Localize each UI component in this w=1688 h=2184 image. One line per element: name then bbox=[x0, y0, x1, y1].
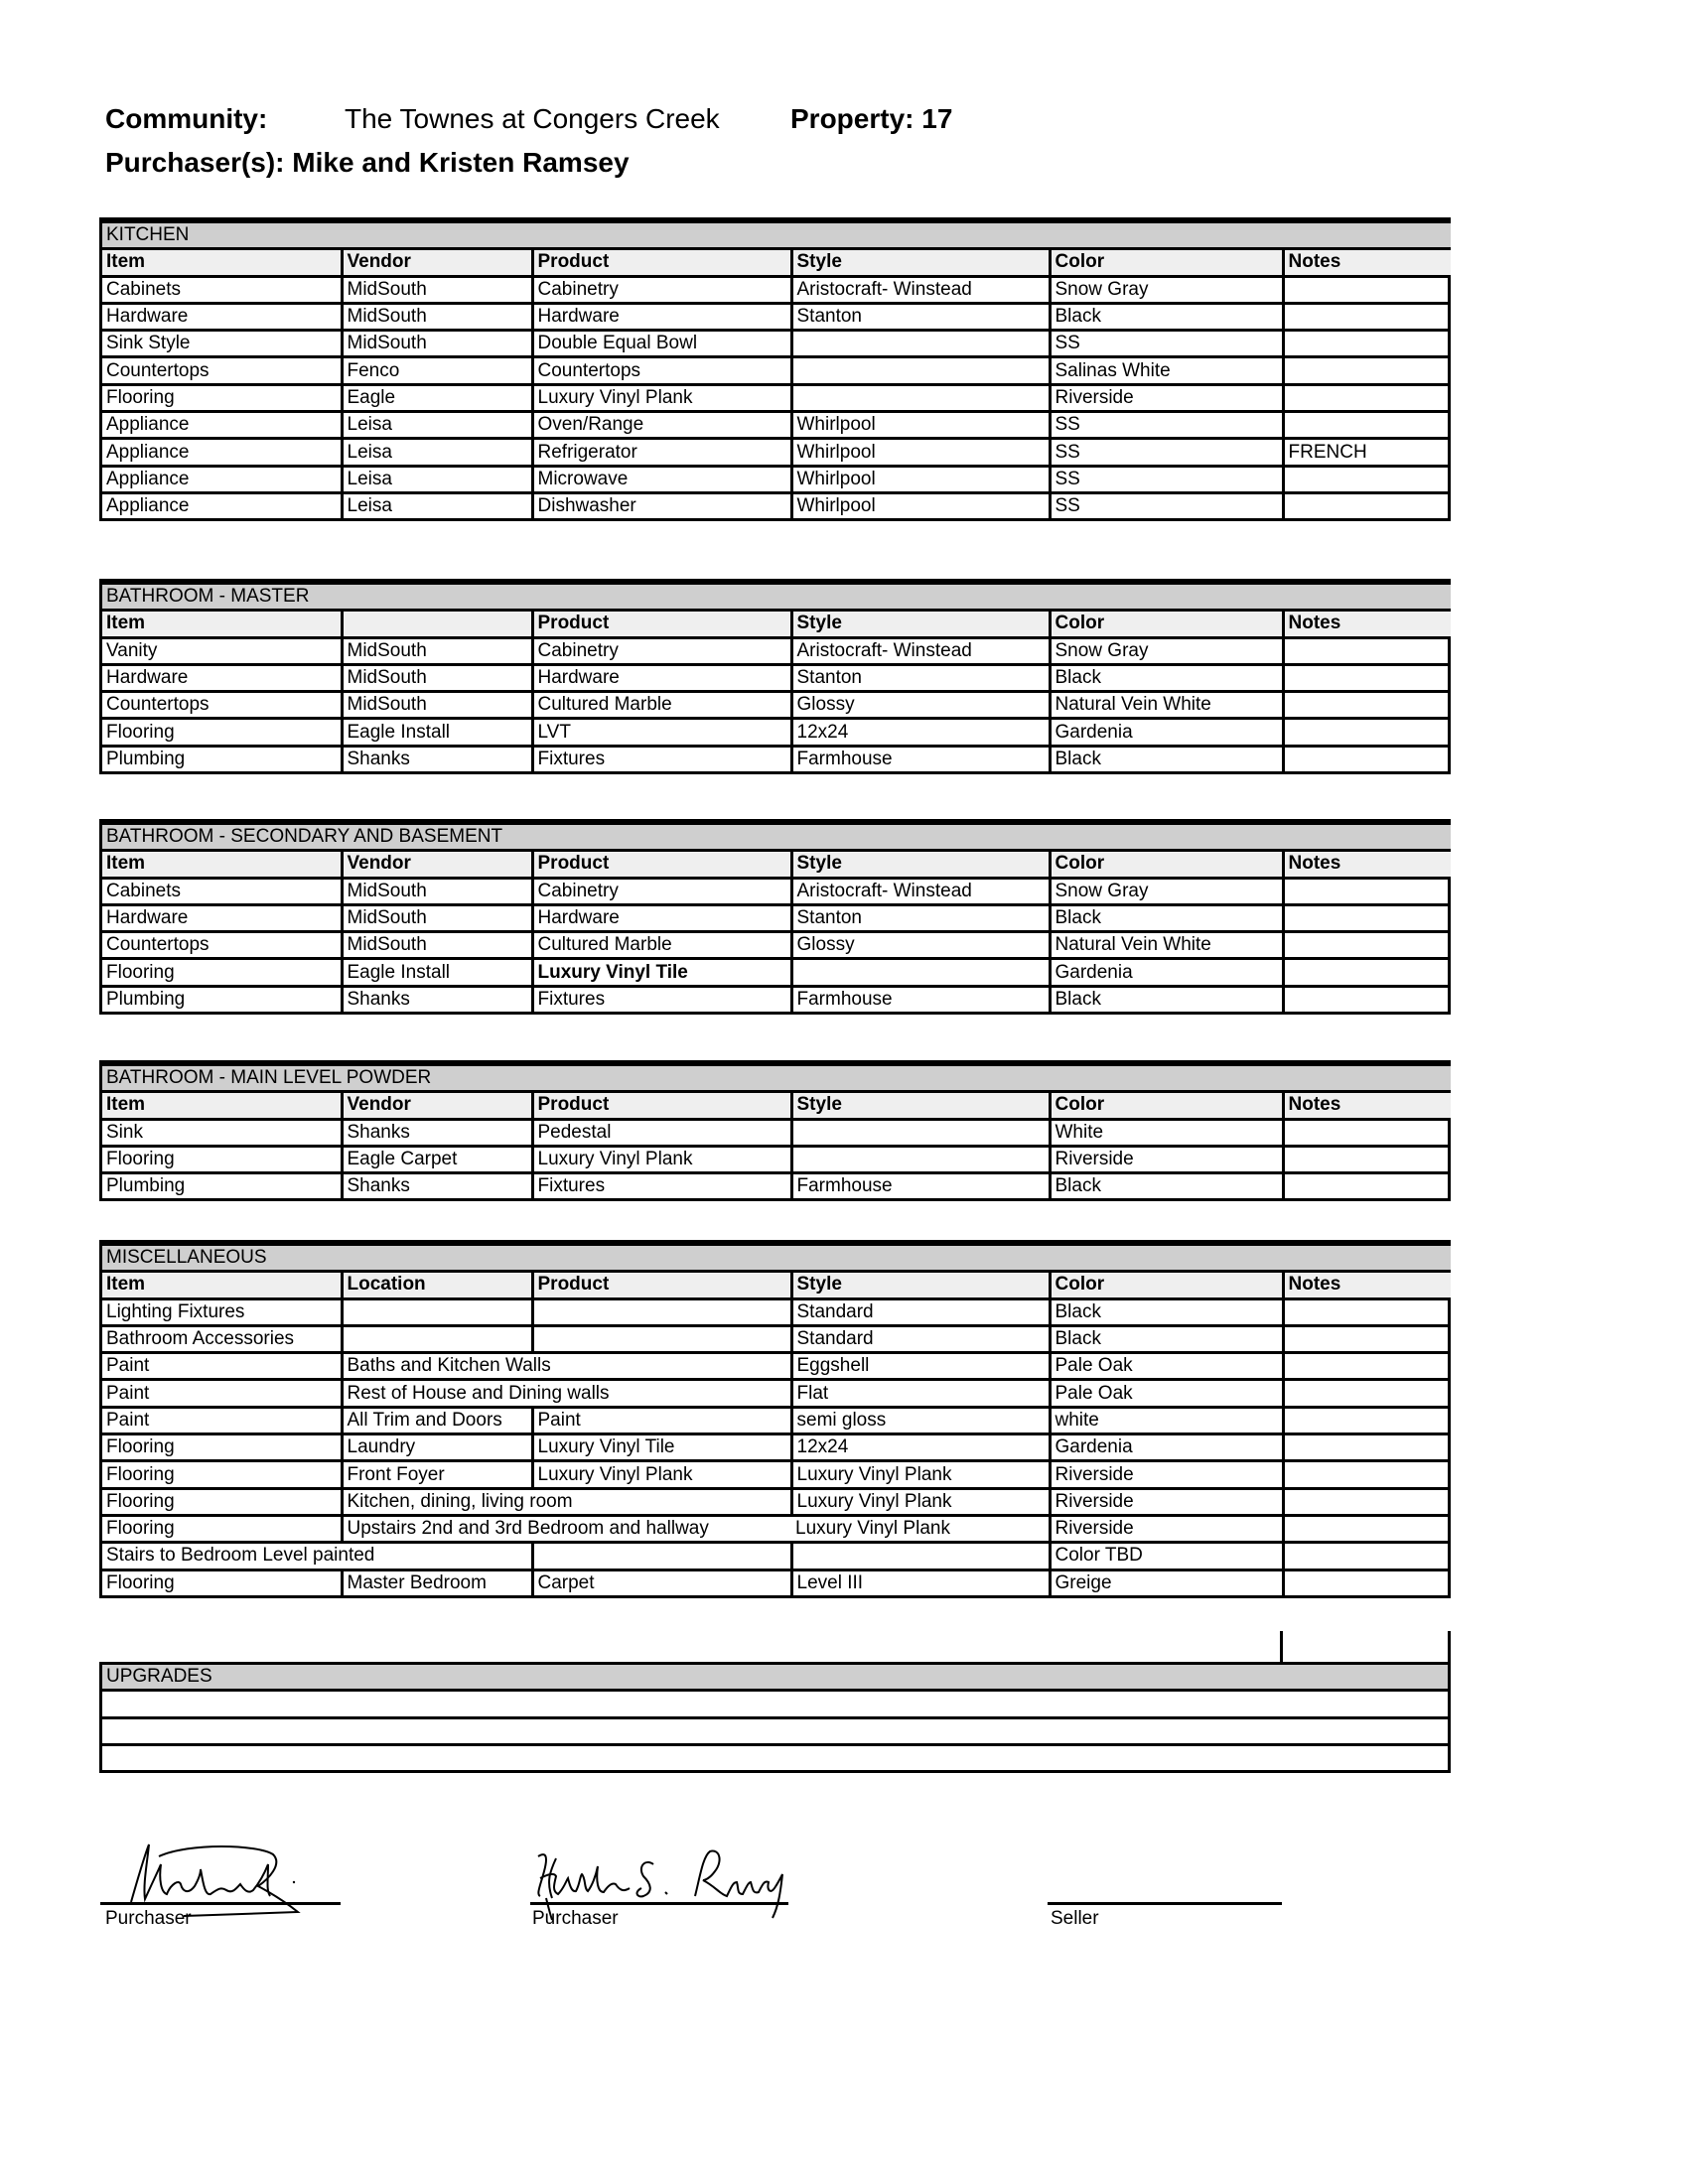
cell-color[interactable]: Snow Gray bbox=[1050, 276, 1283, 303]
cell-vendor[interactable]: Fenco bbox=[342, 357, 532, 384]
cell-style[interactable]: Stanton bbox=[791, 904, 1050, 931]
cell-style[interactable] bbox=[791, 384, 1050, 411]
cell-style[interactable]: Aristocraft- Winstead bbox=[791, 276, 1050, 303]
table-row bbox=[102, 466, 1451, 492]
seller-signature-line[interactable] bbox=[1048, 1902, 1282, 1905]
table-row bbox=[102, 1325, 1451, 1352]
upgrades-section bbox=[99, 1662, 1451, 1773]
section-title-row bbox=[102, 1665, 1448, 1691]
cell-vendor[interactable]: MidSouth bbox=[342, 664, 532, 691]
column-header-notes: Notes bbox=[1283, 611, 1451, 637]
section-title-row bbox=[102, 1065, 1451, 1092]
cell-vendor[interactable]: Baths and Kitchen Walls bbox=[342, 1353, 532, 1380]
cell-product[interactable]: Cabinetry bbox=[532, 637, 791, 664]
table-row bbox=[102, 1434, 1451, 1461]
column-header-notes: Notes bbox=[1283, 1272, 1451, 1298]
cell-item[interactable]: Appliance bbox=[102, 439, 342, 466]
cell-color[interactable]: Black bbox=[1050, 986, 1283, 1012]
cell-style[interactable]: Flat bbox=[791, 1380, 1050, 1407]
cell-product[interactable]: Luxury Vinyl Tile bbox=[532, 959, 791, 986]
column-header-vendor: Vendor bbox=[342, 1092, 532, 1119]
cell-style[interactable]: Whirlpool bbox=[791, 412, 1050, 439]
cell-color[interactable]: Gardenia bbox=[1050, 959, 1283, 986]
column-header-color: Color bbox=[1050, 1272, 1283, 1298]
cell-style[interactable]: Aristocraft- Winstead bbox=[791, 637, 1050, 664]
cell-product[interactable]: Hardware bbox=[532, 664, 791, 691]
column-header-item: Item bbox=[102, 851, 342, 878]
cell-color[interactable]: white bbox=[1050, 1407, 1283, 1433]
upgrade-cell[interactable] bbox=[102, 1691, 1448, 1717]
table-row bbox=[102, 412, 1451, 439]
cell-vendor[interactable]: Leisa bbox=[342, 412, 532, 439]
cell-product[interactable]: Hardware bbox=[532, 904, 791, 931]
cell-notes[interactable] bbox=[1283, 1407, 1451, 1433]
cell-color[interactable]: Black bbox=[1050, 303, 1283, 330]
cell-product[interactable]: LVT bbox=[532, 719, 791, 746]
cell-vendor[interactable]: All Trim and Doors bbox=[342, 1407, 532, 1433]
cell-notes[interactable] bbox=[1283, 1146, 1451, 1172]
cell-item[interactable]: Flooring bbox=[102, 1434, 342, 1461]
table-row bbox=[102, 303, 1451, 330]
cell-notes[interactable] bbox=[1283, 1543, 1451, 1570]
cell-style[interactable]: Whirlpool bbox=[791, 492, 1050, 518]
cell-item[interactable]: Countertops bbox=[102, 357, 342, 384]
table-row bbox=[102, 1570, 1451, 1595]
table-row bbox=[102, 1146, 1451, 1172]
cell-notes[interactable] bbox=[1283, 1488, 1451, 1515]
column-header-style: Style bbox=[791, 851, 1050, 878]
cell-vendor[interactable]: MidSouth bbox=[342, 331, 532, 357]
purchaser1-signature-line bbox=[100, 1902, 341, 1905]
cell-color[interactable]: Pale Oak bbox=[1050, 1353, 1283, 1380]
cell-style[interactable] bbox=[791, 1119, 1050, 1146]
table-row bbox=[102, 904, 1451, 931]
cell-notes[interactable] bbox=[1283, 746, 1451, 771]
cell-product[interactable]: Fixtures bbox=[532, 986, 791, 1012]
cell-product[interactable]: Pedestal bbox=[532, 1119, 791, 1146]
cell-item[interactable]: Sink Style bbox=[102, 331, 342, 357]
cell-item[interactable]: Appliance bbox=[102, 466, 342, 492]
cell-product[interactable] bbox=[532, 1543, 791, 1570]
cell-notes[interactable] bbox=[1283, 1353, 1451, 1380]
cell-notes[interactable] bbox=[1283, 904, 1451, 931]
cell-vendor[interactable]: Eagle Install bbox=[342, 719, 532, 746]
cell-product[interactable]: Refrigerator bbox=[532, 439, 791, 466]
cell-style[interactable]: Stanton bbox=[791, 664, 1050, 691]
cell-color[interactable]: Pale Oak bbox=[1050, 1380, 1283, 1407]
table-row bbox=[102, 959, 1451, 986]
cell-style[interactable]: Whirlpool bbox=[791, 466, 1050, 492]
cell-item[interactable]: Plumbing bbox=[102, 1173, 342, 1199]
table-row bbox=[102, 331, 1451, 357]
cell-vendor[interactable]: MidSouth bbox=[342, 637, 532, 664]
table-row bbox=[102, 1543, 1451, 1570]
cell-style[interactable]: Glossy bbox=[791, 692, 1050, 719]
column-header-product: Product bbox=[532, 611, 791, 637]
cell-item[interactable]: Flooring bbox=[102, 1488, 342, 1515]
column-header-style: Style bbox=[791, 611, 1050, 637]
cell-notes[interactable] bbox=[1283, 959, 1451, 986]
cell-color[interactable]: SS bbox=[1050, 331, 1283, 357]
cell-style[interactable]: Whirlpool bbox=[791, 439, 1050, 466]
upgrade-row bbox=[102, 1691, 1448, 1717]
cell-vendor[interactable]: Leisa bbox=[342, 466, 532, 492]
upgrade-cell[interactable] bbox=[102, 1744, 1448, 1770]
cell-item[interactable]: Lighting Fixtures bbox=[102, 1298, 342, 1325]
cell-product[interactable]: Hardware bbox=[532, 303, 791, 330]
cell-color[interactable]: Snow Gray bbox=[1050, 637, 1283, 664]
cell-style[interactable]: Farmhouse bbox=[791, 1173, 1050, 1199]
column-header-product: Product bbox=[532, 1272, 791, 1298]
cell-color[interactable]: SS bbox=[1050, 439, 1283, 466]
cell-notes[interactable] bbox=[1283, 1461, 1451, 1488]
table-row bbox=[102, 276, 1451, 303]
table-row bbox=[102, 1298, 1451, 1325]
cell-style[interactable]: Luxury Vinyl Plank bbox=[791, 1488, 1050, 1515]
table-row bbox=[102, 986, 1451, 1012]
section-title: BATHROOM - MAIN LEVEL POWDER bbox=[102, 1065, 1451, 1092]
cell-color[interactable]: Gardenia bbox=[1050, 1434, 1283, 1461]
cell-style[interactable] bbox=[791, 357, 1050, 384]
cell-style[interactable]: 12x24 bbox=[791, 1434, 1050, 1461]
table-row bbox=[102, 1461, 1451, 1488]
cell-vendor[interactable]: Eagle bbox=[342, 384, 532, 411]
column-header-item: Item bbox=[102, 1272, 342, 1298]
cell-vendor[interactable]: Upstairs 2nd and 3rd Bedroom and hallway bbox=[342, 1515, 532, 1542]
table-row bbox=[102, 384, 1451, 411]
column-header-style: Style bbox=[791, 1272, 1050, 1298]
cell-item[interactable]: Flooring bbox=[102, 384, 342, 411]
cell-item[interactable]: Appliance bbox=[102, 412, 342, 439]
table-row bbox=[102, 664, 1451, 691]
cell-product[interactable]: Cultured Marble bbox=[532, 932, 791, 959]
cell-style[interactable]: Standard bbox=[791, 1298, 1050, 1325]
table-row bbox=[102, 637, 1451, 664]
cell-color[interactable]: SS bbox=[1050, 466, 1283, 492]
purchaser2-signature-line bbox=[530, 1902, 788, 1905]
purchaser2-label: Purchaser bbox=[532, 1908, 619, 1929]
section-title: UPGRADES bbox=[102, 1665, 1448, 1691]
table-row bbox=[102, 1119, 1451, 1146]
cell-item[interactable]: Flooring bbox=[102, 959, 342, 986]
cell-vendor[interactable]: MidSouth bbox=[342, 878, 532, 904]
miscellaneous-section bbox=[99, 1240, 1451, 1598]
cell-vendor[interactable]: Eagle Install bbox=[342, 959, 532, 986]
cell-product[interactable]: Cabinetry bbox=[532, 878, 791, 904]
cell-product[interactable]: Luxury Vinyl Tile bbox=[532, 1434, 791, 1461]
cell-style[interactable]: Luxury Vinyl Plank bbox=[791, 1461, 1050, 1488]
cell-product[interactable] bbox=[532, 1353, 791, 1380]
column-header-notes: Notes bbox=[1283, 851, 1451, 878]
cell-notes[interactable]: FRENCH bbox=[1283, 439, 1451, 466]
cell-notes[interactable] bbox=[1283, 1570, 1451, 1595]
cell-notes[interactable] bbox=[1283, 878, 1451, 904]
cell-style[interactable]: 12x24 bbox=[791, 719, 1050, 746]
cell-vendor[interactable]: Shanks bbox=[342, 986, 532, 1012]
cell-notes[interactable] bbox=[1283, 276, 1451, 303]
purchaser-label: Purchaser(s): Mike and Kristen Ramsey bbox=[105, 147, 630, 178]
column-header-row bbox=[102, 851, 1451, 878]
cell-vendor[interactable]: MidSouth bbox=[342, 276, 532, 303]
cell-color[interactable]: Natural Vein White bbox=[1050, 692, 1283, 719]
cell-notes[interactable] bbox=[1283, 932, 1451, 959]
section-title: BATHROOM - MASTER bbox=[102, 584, 1451, 611]
cell-style[interactable]: semi gloss bbox=[791, 1407, 1050, 1433]
cell-item[interactable]: Countertops bbox=[102, 932, 342, 959]
column-header-notes: Notes bbox=[1283, 249, 1451, 276]
cell-color[interactable]: Riverside bbox=[1050, 1488, 1283, 1515]
cell-vendor[interactable]: Leisa bbox=[342, 492, 532, 518]
cell-style[interactable]: Eggshell bbox=[791, 1353, 1050, 1380]
kitchen-section bbox=[99, 217, 1451, 521]
cell-color[interactable]: SS bbox=[1050, 492, 1283, 518]
cell-product[interactable]: Double Equal Bowl bbox=[532, 331, 791, 357]
column-header-notes: Notes bbox=[1283, 1092, 1451, 1119]
cell-color[interactable]: Black bbox=[1050, 746, 1283, 771]
table-row bbox=[102, 492, 1451, 518]
cell-vendor[interactable]: Leisa bbox=[342, 439, 532, 466]
community-label: Community: bbox=[105, 103, 268, 134]
table-row bbox=[102, 1380, 1451, 1407]
cell-notes[interactable] bbox=[1283, 1325, 1451, 1352]
cell-item[interactable]: Countertops bbox=[102, 692, 342, 719]
bathroom-powder-section bbox=[99, 1060, 1451, 1201]
cell-vendor[interactable]: MidSouth bbox=[342, 932, 532, 959]
cell-style[interactable]: Standard bbox=[791, 1325, 1050, 1352]
cell-vendor[interactable]: Shanks bbox=[342, 1119, 532, 1146]
table-row bbox=[102, 1488, 1451, 1515]
notes-column-divider bbox=[1280, 1631, 1283, 1664]
cell-vendor[interactable]: Eagle Carpet bbox=[342, 1146, 532, 1172]
bathroom-master-section bbox=[99, 579, 1451, 774]
table-row bbox=[102, 719, 1451, 746]
column-header-row bbox=[102, 1092, 1451, 1119]
cell-style[interactable]: Stanton bbox=[791, 303, 1050, 330]
cell-style[interactable]: Farmhouse bbox=[791, 746, 1050, 771]
cell-notes[interactable] bbox=[1283, 412, 1451, 439]
cell-notes[interactable] bbox=[1283, 692, 1451, 719]
cell-style[interactable]: Luxury Vinyl Plank bbox=[791, 1515, 1050, 1542]
cell-product[interactable]: Oven/Range bbox=[532, 412, 791, 439]
cell-style[interactable] bbox=[791, 1146, 1050, 1172]
column-header-vendor: Vendor bbox=[342, 249, 532, 276]
cell-item[interactable]: Hardware bbox=[102, 664, 342, 691]
cell-color[interactable]: Black bbox=[1050, 1325, 1283, 1352]
cell-vendor[interactable] bbox=[342, 1325, 532, 1352]
cell-notes[interactable] bbox=[1283, 1119, 1451, 1146]
cell-product[interactable]: Luxury Vinyl Plank bbox=[532, 1461, 791, 1488]
cell-color[interactable]: Salinas White bbox=[1050, 357, 1283, 384]
cell-item[interactable]: Cabinets bbox=[102, 276, 342, 303]
cell-vendor[interactable]: Rest of House and Dining walls bbox=[342, 1380, 532, 1407]
cell-product[interactable]: Cultured Marble bbox=[532, 692, 791, 719]
cell-notes[interactable] bbox=[1283, 637, 1451, 664]
column-header-color: Color bbox=[1050, 249, 1283, 276]
upgrade-row bbox=[102, 1744, 1448, 1770]
cell-color[interactable]: Black bbox=[1050, 904, 1283, 931]
cell-vendor[interactable] bbox=[342, 1298, 532, 1325]
cell-color[interactable]: Black bbox=[1050, 664, 1283, 691]
property-label: Property: 17 bbox=[790, 103, 953, 134]
cell-item[interactable]: Flooring bbox=[102, 1515, 342, 1542]
column-header-product: Product bbox=[532, 851, 791, 878]
cell-product[interactable]: Countertops bbox=[532, 357, 791, 384]
table-row bbox=[102, 932, 1451, 959]
upgrade-row bbox=[102, 1717, 1448, 1744]
column-header-row bbox=[102, 1272, 1451, 1298]
cell-color[interactable]: Black bbox=[1050, 1298, 1283, 1325]
cell-notes[interactable] bbox=[1283, 1434, 1451, 1461]
section-title: MISCELLANEOUS bbox=[102, 1245, 1451, 1272]
column-header-item: Item bbox=[102, 249, 342, 276]
cell-vendor[interactable]: MidSouth bbox=[342, 303, 532, 330]
cell-vendor[interactable]: Laundry bbox=[342, 1434, 532, 1461]
cell-color[interactable]: Color TBD bbox=[1050, 1543, 1283, 1570]
cell-notes[interactable] bbox=[1283, 1515, 1451, 1542]
cell-item[interactable]: Vanity bbox=[102, 637, 342, 664]
cell-vendor[interactable]: Shanks bbox=[342, 1173, 532, 1199]
cell-product[interactable]: Microwave bbox=[532, 466, 791, 492]
cell-color[interactable]: White bbox=[1050, 1119, 1283, 1146]
cell-item[interactable]: Bathroom Accessories bbox=[102, 1325, 342, 1352]
cell-product[interactable]: Luxury Vinyl Plank bbox=[532, 384, 791, 411]
cell-style[interactable]: Glossy bbox=[791, 932, 1050, 959]
cell-item[interactable]: Plumbing bbox=[102, 986, 342, 1012]
cell-style[interactable] bbox=[791, 1543, 1050, 1570]
column-header-style: Style bbox=[791, 1092, 1050, 1119]
cell-color[interactable]: Greige bbox=[1050, 1570, 1283, 1595]
cell-product[interactable]: Fixtures bbox=[532, 746, 791, 771]
cell-product[interactable] bbox=[532, 1298, 791, 1325]
purchaser1-label: Purchaser bbox=[105, 1908, 192, 1929]
cell-product[interactable]: Dishwasher bbox=[532, 492, 791, 518]
cell-style[interactable] bbox=[791, 331, 1050, 357]
cell-vendor[interactable]: MidSouth bbox=[342, 904, 532, 931]
column-header-vendor: Location bbox=[342, 1272, 532, 1298]
table-row bbox=[102, 357, 1451, 384]
upgrade-cell[interactable] bbox=[102, 1717, 1448, 1744]
column-header-row bbox=[102, 249, 1451, 276]
cell-item[interactable]: Flooring bbox=[102, 1146, 342, 1172]
cell-notes[interactable] bbox=[1283, 1173, 1451, 1199]
cell-product[interactable]: Fixtures bbox=[532, 1173, 791, 1199]
column-header-item: Item bbox=[102, 611, 342, 637]
cell-item[interactable]: Paint bbox=[102, 1353, 342, 1380]
table-row bbox=[102, 1353, 1451, 1380]
cell-item[interactable]: Hardware bbox=[102, 904, 342, 931]
bathroom-secondary-section bbox=[99, 819, 1451, 1015]
cell-color[interactable]: Natural Vein White bbox=[1050, 932, 1283, 959]
cell-item[interactable]: Plumbing bbox=[102, 746, 342, 771]
cell-color[interactable]: SS bbox=[1050, 412, 1283, 439]
cell-vendor[interactable]: MidSouth bbox=[342, 692, 532, 719]
cell-product[interactable] bbox=[532, 1325, 791, 1352]
cell-style[interactable]: Farmhouse bbox=[791, 986, 1050, 1012]
cell-style[interactable] bbox=[791, 959, 1050, 986]
cell-item[interactable]: Flooring bbox=[102, 719, 342, 746]
cell-item[interactable]: Appliance bbox=[102, 492, 342, 518]
cell-color[interactable]: Riverside bbox=[1050, 1515, 1283, 1542]
table-row bbox=[102, 1515, 1451, 1542]
cell-color[interactable]: Black bbox=[1050, 1173, 1283, 1199]
table-row bbox=[102, 746, 1451, 771]
cell-product[interactable]: Carpet bbox=[532, 1570, 791, 1595]
cell-notes[interactable] bbox=[1283, 1298, 1451, 1325]
cell-item[interactable]: Sink bbox=[102, 1119, 342, 1146]
column-header-item: Item bbox=[102, 1092, 342, 1119]
cell-color[interactable]: Gardenia bbox=[1050, 719, 1283, 746]
cell-notes[interactable] bbox=[1283, 384, 1451, 411]
cell-color[interactable]: Riverside bbox=[1050, 1461, 1283, 1488]
right-border bbox=[1448, 1631, 1451, 1664]
cell-color[interactable]: Riverside bbox=[1050, 1146, 1283, 1172]
cell-style[interactable]: Aristocraft- Winstead bbox=[791, 878, 1050, 904]
seller-label: Seller bbox=[1051, 1908, 1099, 1929]
table-row bbox=[102, 439, 1451, 466]
cell-item[interactable]: Hardware bbox=[102, 303, 342, 330]
cell-notes[interactable] bbox=[1283, 303, 1451, 330]
cell-vendor[interactable]: Shanks bbox=[342, 746, 532, 771]
cell-item[interactable]: Flooring bbox=[102, 1570, 342, 1595]
section-title-row bbox=[102, 584, 1451, 611]
cell-product[interactable]: Paint bbox=[532, 1407, 791, 1433]
cell-notes[interactable] bbox=[1283, 1380, 1451, 1407]
cell-vendor[interactable]: Kitchen, dining, living room bbox=[342, 1488, 532, 1515]
cell-color[interactable]: Riverside bbox=[1050, 384, 1283, 411]
cell-product[interactable]: Cabinetry bbox=[532, 276, 791, 303]
column-header-product: Product bbox=[532, 1092, 791, 1119]
cell-item[interactable]: Paint bbox=[102, 1380, 342, 1407]
table-row bbox=[102, 692, 1451, 719]
table-row bbox=[102, 878, 1451, 904]
section-title: KITCHEN bbox=[102, 222, 1451, 249]
column-header-color: Color bbox=[1050, 1092, 1283, 1119]
cell-notes[interactable] bbox=[1283, 719, 1451, 746]
cell-product[interactable]: Luxury Vinyl Plank bbox=[532, 1146, 791, 1172]
section-title-row bbox=[102, 824, 1451, 851]
column-header-row bbox=[102, 611, 1451, 637]
cell-item[interactable]: Stairs to Bedroom Level painted bbox=[102, 1543, 342, 1570]
column-header-vendor bbox=[342, 611, 532, 637]
cell-notes[interactable] bbox=[1283, 331, 1451, 357]
cell-notes[interactable] bbox=[1283, 986, 1451, 1012]
cell-notes[interactable] bbox=[1283, 664, 1451, 691]
cell-item[interactable]: Cabinets bbox=[102, 878, 342, 904]
cell-notes[interactable] bbox=[1283, 357, 1451, 384]
column-header-vendor: Vendor bbox=[342, 851, 532, 878]
column-header-product: Product bbox=[532, 249, 791, 276]
cell-item[interactable]: Flooring bbox=[102, 1461, 342, 1488]
section-title: BATHROOM - SECONDARY AND BASEMENT bbox=[102, 824, 1451, 851]
community-value: The Townes at Congers Creek bbox=[345, 103, 720, 134]
cell-vendor[interactable]: Master Bedroom bbox=[342, 1570, 532, 1595]
cell-style[interactable]: Level III bbox=[791, 1570, 1050, 1595]
table-row bbox=[102, 1173, 1451, 1199]
section-title-row bbox=[102, 1245, 1451, 1272]
column-header-style: Style bbox=[791, 249, 1050, 276]
cell-item[interactable]: Paint bbox=[102, 1407, 342, 1433]
cell-color[interactable]: Snow Gray bbox=[1050, 878, 1283, 904]
section-title-row bbox=[102, 222, 1451, 249]
cell-vendor[interactable]: Front Foyer bbox=[342, 1461, 532, 1488]
column-header-color: Color bbox=[1050, 851, 1283, 878]
cell-notes[interactable] bbox=[1283, 492, 1451, 518]
cell-notes[interactable] bbox=[1283, 466, 1451, 492]
column-header-color: Color bbox=[1050, 611, 1283, 637]
table-row bbox=[102, 1407, 1451, 1433]
